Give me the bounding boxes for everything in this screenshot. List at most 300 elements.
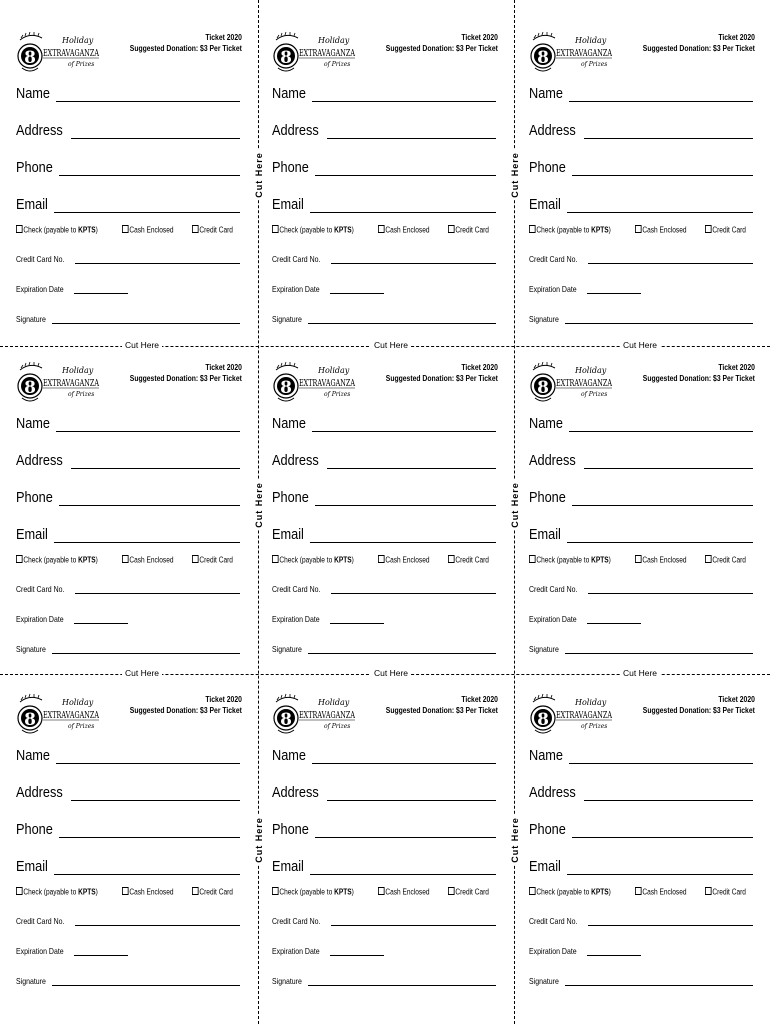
logo-text-main: EXTRAVAGANZA xyxy=(43,49,100,59)
address-field[interactable] xyxy=(16,449,240,469)
email-label: Email xyxy=(529,858,561,875)
check-checkbox[interactable] xyxy=(16,887,23,895)
credit-option[interactable] xyxy=(192,887,233,897)
expiration-date-label: Expiration Date xyxy=(272,946,320,956)
email-field[interactable] xyxy=(272,193,496,213)
ticket-title: Ticket 2020 xyxy=(205,363,242,372)
expiration-date-line[interactable] xyxy=(74,947,128,956)
holiday-extravaganza-logo xyxy=(529,360,613,406)
credit-label: Credit Card xyxy=(199,555,233,565)
check-payee: KPTS xyxy=(78,555,96,565)
vertical-cut-label xyxy=(250,480,268,530)
email-field[interactable] xyxy=(529,855,753,875)
email-field[interactable] xyxy=(529,193,753,213)
phone-field[interactable] xyxy=(16,818,240,838)
credit-card-number-line[interactable] xyxy=(331,255,496,264)
credit-card-number-label: Credit Card No. xyxy=(529,584,578,594)
expiration-date-line[interactable] xyxy=(330,615,384,624)
raffle-ticket xyxy=(272,30,498,330)
cash-label: Cash Enclosed xyxy=(642,225,687,235)
name-field[interactable] xyxy=(16,82,240,102)
logo-text-main: EXTRAVAGANZA xyxy=(556,711,613,721)
check-checkbox[interactable] xyxy=(529,887,536,895)
check-label: Check (payable to xyxy=(279,887,335,897)
raffle-ticket xyxy=(272,360,498,660)
name-line[interactable] xyxy=(56,87,240,102)
logo-text-top: Holiday xyxy=(318,366,350,375)
credit-label: Credit Card xyxy=(712,225,746,235)
payment-options xyxy=(529,887,755,899)
check-option[interactable] xyxy=(529,555,611,565)
logo-text-bottom: of Prizes xyxy=(581,391,608,398)
credit-card-number-line[interactable] xyxy=(331,585,496,594)
holiday-extravaganza-logo xyxy=(272,360,356,406)
vertical-cut-line xyxy=(510,0,520,1024)
credit-option[interactable] xyxy=(448,225,489,235)
check-option[interactable] xyxy=(272,555,354,565)
name-line[interactable] xyxy=(56,417,240,432)
credit-option[interactable] xyxy=(448,887,489,897)
email-line[interactable] xyxy=(54,860,240,875)
name-field[interactable] xyxy=(529,412,753,432)
expiration-date-field[interactable] xyxy=(272,944,384,956)
credit-card-number-line[interactable] xyxy=(588,917,753,926)
signature-field[interactable] xyxy=(16,642,240,654)
phone-field[interactable] xyxy=(16,486,240,506)
signature-line[interactable] xyxy=(308,977,496,986)
address-field[interactable] xyxy=(272,119,496,139)
cash-checkbox[interactable] xyxy=(635,887,642,895)
name-line[interactable] xyxy=(312,749,496,764)
phone-field[interactable] xyxy=(529,156,753,176)
name-line[interactable] xyxy=(56,749,240,764)
credit-card-number-label: Credit Card No. xyxy=(272,916,321,926)
email-line[interactable] xyxy=(54,528,240,543)
address-label: Address xyxy=(529,784,576,801)
signature-field[interactable] xyxy=(272,642,496,654)
vertical-cut-line xyxy=(254,0,264,1024)
credit-checkbox[interactable] xyxy=(192,887,199,895)
logo-text-bottom: of Prizes xyxy=(324,723,351,730)
check-suffix: ) xyxy=(351,225,354,235)
expiration-date-line[interactable] xyxy=(74,285,128,294)
phone-line[interactable] xyxy=(572,491,753,506)
check-option[interactable] xyxy=(529,225,611,235)
suggested-donation: Suggested Donation: $3 Per Ticket xyxy=(642,44,755,53)
address-field[interactable] xyxy=(16,781,240,801)
signature-line[interactable] xyxy=(52,977,240,986)
expiration-date-line[interactable] xyxy=(74,615,128,624)
phone-field[interactable] xyxy=(272,156,496,176)
credit-checkbox[interactable] xyxy=(448,555,455,563)
name-field[interactable] xyxy=(529,82,753,102)
check-option[interactable] xyxy=(16,225,98,235)
credit-checkbox[interactable] xyxy=(192,225,199,233)
signature-label: Signature xyxy=(272,644,302,654)
signature-line[interactable] xyxy=(52,315,240,324)
credit-checkbox[interactable] xyxy=(705,225,712,233)
check-suffix: ) xyxy=(95,225,98,235)
phone-line[interactable] xyxy=(315,823,496,838)
suggested-donation: Suggested Donation: $3 Per Ticket xyxy=(642,374,755,383)
vertical-cut-label xyxy=(250,150,268,200)
signature-line[interactable] xyxy=(308,315,496,324)
credit-option[interactable] xyxy=(705,887,746,897)
signature-label: Signature xyxy=(16,976,46,986)
phone-line[interactable] xyxy=(315,491,496,506)
credit-card-number-line[interactable] xyxy=(588,255,753,264)
name-line[interactable] xyxy=(569,87,753,102)
logo-text-bottom: of Prizes xyxy=(581,723,608,730)
signature-field[interactable] xyxy=(529,642,753,654)
address-line[interactable] xyxy=(71,124,240,139)
name-line[interactable] xyxy=(569,749,753,764)
signature-field[interactable] xyxy=(16,312,240,324)
address-line[interactable] xyxy=(584,124,753,139)
credit-checkbox[interactable] xyxy=(448,887,455,895)
check-checkbox[interactable] xyxy=(529,225,536,233)
cash-option[interactable] xyxy=(378,555,430,565)
raffle-ticket xyxy=(16,30,242,330)
cash-checkbox[interactable] xyxy=(635,555,642,563)
cash-option[interactable] xyxy=(635,225,687,235)
credit-card-number-line[interactable] xyxy=(75,255,240,264)
phone-field[interactable] xyxy=(529,486,753,506)
horizontal-cut-line xyxy=(0,668,770,678)
credit-card-number-label: Credit Card No. xyxy=(529,916,578,926)
raffle-ticket xyxy=(529,692,755,992)
signature-field[interactable] xyxy=(529,312,753,324)
cash-label: Cash Enclosed xyxy=(642,887,687,897)
email-label: Email xyxy=(16,196,48,213)
check-label: Check (payable to xyxy=(536,555,592,565)
address-line[interactable] xyxy=(71,786,240,801)
address-label: Address xyxy=(272,452,319,469)
check-payee: KPTS xyxy=(334,887,352,897)
ticket-title: Ticket 2020 xyxy=(718,33,755,42)
credit-card-number-label: Credit Card No. xyxy=(16,254,65,264)
credit-card-number-field[interactable] xyxy=(16,582,240,594)
cash-option[interactable] xyxy=(122,887,174,897)
expiration-date-label: Expiration Date xyxy=(272,614,320,624)
check-option[interactable] xyxy=(272,887,354,897)
email-line[interactable] xyxy=(310,198,496,213)
credit-option[interactable] xyxy=(448,555,489,565)
vertical-cut-label xyxy=(506,480,524,530)
email-field[interactable] xyxy=(16,193,240,213)
ticket-title: Ticket 2020 xyxy=(205,695,242,704)
credit-card-number-field[interactable] xyxy=(529,914,753,926)
credit-card-number-label: Credit Card No. xyxy=(529,254,578,264)
ticket-header xyxy=(130,362,242,384)
vertical-cut-text: Cut Here xyxy=(510,817,520,863)
suggested-donation: Suggested Donation: $3 Per Ticket xyxy=(129,706,242,715)
cash-option[interactable] xyxy=(635,555,687,565)
cash-option[interactable] xyxy=(122,555,174,565)
logo-text-top: Holiday xyxy=(318,698,350,707)
suggested-donation: Suggested Donation: $3 Per Ticket xyxy=(385,706,498,715)
signature-line[interactable] xyxy=(565,977,753,986)
expiration-date-field[interactable] xyxy=(529,282,641,294)
check-checkbox[interactable] xyxy=(272,887,279,895)
phone-line[interactable] xyxy=(572,161,753,176)
name-field[interactable] xyxy=(529,744,753,764)
phone-line[interactable] xyxy=(572,823,753,838)
name-label: Name xyxy=(272,85,307,102)
address-line[interactable] xyxy=(584,454,753,469)
address-line[interactable] xyxy=(327,124,496,139)
payment-options xyxy=(272,225,498,237)
email-line[interactable] xyxy=(567,528,753,543)
credit-checkbox[interactable] xyxy=(448,225,455,233)
credit-label: Credit Card xyxy=(455,887,489,897)
credit-card-number-field[interactable] xyxy=(272,582,496,594)
credit-card-number-field[interactable] xyxy=(529,582,753,594)
phone-line[interactable] xyxy=(59,491,240,506)
credit-option[interactable] xyxy=(192,225,233,235)
check-option[interactable] xyxy=(272,225,354,235)
ticket-title: Ticket 2020 xyxy=(461,363,498,372)
cut-here-label: Cut Here xyxy=(371,340,411,350)
signature-field[interactable] xyxy=(16,974,240,986)
name-field[interactable] xyxy=(272,82,496,102)
credit-card-number-field[interactable] xyxy=(16,252,240,264)
cut-here-label: Cut Here xyxy=(122,668,162,678)
name-line[interactable] xyxy=(312,87,496,102)
phone-field[interactable] xyxy=(529,818,753,838)
check-payee: KPTS xyxy=(334,225,352,235)
cash-option[interactable] xyxy=(635,887,687,897)
check-option[interactable] xyxy=(16,555,98,565)
check-checkbox[interactable] xyxy=(272,555,279,563)
logo-text-top: Holiday xyxy=(62,698,94,707)
cash-checkbox[interactable] xyxy=(378,887,385,895)
name-line[interactable] xyxy=(569,417,753,432)
holiday-extravaganza-logo xyxy=(529,692,613,738)
email-label: Email xyxy=(16,858,48,875)
vertical-cut-text: Cut Here xyxy=(510,152,520,198)
logo-text-bottom: of Prizes xyxy=(68,391,95,398)
cash-checkbox[interactable] xyxy=(122,887,129,895)
check-payee: KPTS xyxy=(78,887,96,897)
email-line[interactable] xyxy=(310,528,496,543)
credit-card-number-line[interactable] xyxy=(588,585,753,594)
credit-card-number-field[interactable] xyxy=(272,914,496,926)
address-field[interactable] xyxy=(529,449,753,469)
email-line[interactable] xyxy=(54,198,240,213)
expiration-date-line[interactable] xyxy=(587,947,641,956)
name-field[interactable] xyxy=(16,412,240,432)
payment-options xyxy=(16,555,242,567)
cash-label: Cash Enclosed xyxy=(385,887,430,897)
address-line[interactable] xyxy=(327,454,496,469)
ticket-title: Ticket 2020 xyxy=(461,695,498,704)
cash-label: Cash Enclosed xyxy=(385,225,430,235)
email-label: Email xyxy=(529,196,561,213)
suggested-donation: Suggested Donation: $3 Per Ticket xyxy=(385,374,498,383)
logo-number: 8 xyxy=(24,378,36,398)
name-label: Name xyxy=(529,85,564,102)
address-field[interactable] xyxy=(529,119,753,139)
signature-line[interactable] xyxy=(52,645,240,654)
credit-card-number-field[interactable] xyxy=(272,252,496,264)
signature-field[interactable] xyxy=(272,974,496,986)
holiday-extravaganza-logo xyxy=(16,692,100,738)
credit-option[interactable] xyxy=(705,555,746,565)
address-label: Address xyxy=(16,452,63,469)
cash-option[interactable] xyxy=(378,225,430,235)
credit-card-number-label: Credit Card No. xyxy=(16,584,65,594)
phone-label: Phone xyxy=(272,489,309,506)
address-label: Address xyxy=(272,784,319,801)
address-field[interactable] xyxy=(272,449,496,469)
cash-checkbox[interactable] xyxy=(378,555,385,563)
phone-line[interactable] xyxy=(315,161,496,176)
expiration-date-field[interactable] xyxy=(529,612,641,624)
holiday-extravaganza-logo xyxy=(529,30,613,76)
email-field[interactable] xyxy=(16,523,240,543)
phone-field[interactable] xyxy=(272,818,496,838)
email-field[interactable] xyxy=(272,855,496,875)
phone-field[interactable] xyxy=(272,486,496,506)
cash-label: Cash Enclosed xyxy=(129,887,174,897)
check-checkbox[interactable] xyxy=(16,225,23,233)
address-line[interactable] xyxy=(327,786,496,801)
signature-line[interactable] xyxy=(565,315,753,324)
address-line[interactable] xyxy=(71,454,240,469)
logo-text-bottom: of Prizes xyxy=(68,723,95,730)
expiration-date-field[interactable] xyxy=(16,612,128,624)
credit-option[interactable] xyxy=(192,555,233,565)
email-line[interactable] xyxy=(310,860,496,875)
expiration-date-line[interactable] xyxy=(330,947,384,956)
raffle-ticket xyxy=(529,360,755,660)
expiration-date-line[interactable] xyxy=(330,285,384,294)
signature-label: Signature xyxy=(529,976,559,986)
signature-field[interactable] xyxy=(272,312,496,324)
email-label: Email xyxy=(272,526,304,543)
holiday-extravaganza-logo xyxy=(272,30,356,76)
check-checkbox[interactable] xyxy=(16,555,23,563)
credit-card-number-line[interactable] xyxy=(331,917,496,926)
check-option[interactable] xyxy=(16,887,98,897)
logo-text-bottom: of Prizes xyxy=(324,391,351,398)
credit-card-number-field[interactable] xyxy=(16,914,240,926)
ticket-title: Ticket 2020 xyxy=(461,33,498,42)
vertical-cut-label xyxy=(250,815,268,865)
check-suffix: ) xyxy=(608,225,611,235)
cash-checkbox[interactable] xyxy=(122,225,129,233)
credit-card-number-line[interactable] xyxy=(75,585,240,594)
expiration-date-field[interactable] xyxy=(272,282,384,294)
cash-option[interactable] xyxy=(378,887,430,897)
address-field[interactable] xyxy=(529,781,753,801)
email-field[interactable] xyxy=(272,523,496,543)
phone-line[interactable] xyxy=(59,161,240,176)
cut-here-label: Cut Here xyxy=(620,340,660,350)
email-label: Email xyxy=(529,526,561,543)
name-field[interactable] xyxy=(272,744,496,764)
expiration-date-field[interactable] xyxy=(16,944,128,956)
cash-checkbox[interactable] xyxy=(635,225,642,233)
logo-number: 8 xyxy=(537,710,549,730)
email-field[interactable] xyxy=(529,523,753,543)
suggested-donation: Suggested Donation: $3 Per Ticket xyxy=(642,706,755,715)
credit-label: Credit Card xyxy=(712,555,746,565)
credit-checkbox[interactable] xyxy=(705,555,712,563)
ticket-header xyxy=(386,694,498,716)
email-field[interactable] xyxy=(16,855,240,875)
credit-label: Credit Card xyxy=(712,887,746,897)
check-label: Check (payable to xyxy=(23,887,79,897)
expiration-date-field[interactable] xyxy=(16,282,128,294)
name-field[interactable] xyxy=(272,412,496,432)
name-field[interactable] xyxy=(16,744,240,764)
credit-card-number-line[interactable] xyxy=(75,917,240,926)
name-line[interactable] xyxy=(312,417,496,432)
raffle-ticket xyxy=(272,692,498,992)
ticket-header xyxy=(130,694,242,716)
credit-checkbox[interactable] xyxy=(192,555,199,563)
credit-card-number-field[interactable] xyxy=(529,252,753,264)
name-label: Name xyxy=(16,85,51,102)
ticket-title: Ticket 2020 xyxy=(718,695,755,704)
signature-label: Signature xyxy=(272,314,302,324)
expiration-date-label: Expiration Date xyxy=(529,946,577,956)
signature-label: Signature xyxy=(529,644,559,654)
name-label: Name xyxy=(272,415,307,432)
cash-option[interactable] xyxy=(122,225,174,235)
check-option[interactable] xyxy=(529,887,611,897)
check-label: Check (payable to xyxy=(536,225,592,235)
email-label: Email xyxy=(272,858,304,875)
cash-checkbox[interactable] xyxy=(378,225,385,233)
signature-line[interactable] xyxy=(565,645,753,654)
address-field[interactable] xyxy=(16,119,240,139)
expiration-date-field[interactable] xyxy=(529,944,641,956)
cash-checkbox[interactable] xyxy=(122,555,129,563)
expiration-date-field[interactable] xyxy=(272,612,384,624)
check-checkbox[interactable] xyxy=(272,225,279,233)
phone-field[interactable] xyxy=(16,156,240,176)
credit-option[interactable] xyxy=(705,225,746,235)
address-field[interactable] xyxy=(272,781,496,801)
cut-here-label: Cut Here xyxy=(371,668,411,678)
credit-label: Credit Card xyxy=(199,225,233,235)
email-line[interactable] xyxy=(567,860,753,875)
check-label: Check (payable to xyxy=(279,555,335,565)
logo-text-top: Holiday xyxy=(62,366,94,375)
credit-label: Credit Card xyxy=(455,555,489,565)
email-line[interactable] xyxy=(567,198,753,213)
address-line[interactable] xyxy=(584,786,753,801)
payment-options xyxy=(16,887,242,899)
credit-checkbox[interactable] xyxy=(705,887,712,895)
ticket-title: Ticket 2020 xyxy=(205,33,242,42)
raffle-ticket xyxy=(16,692,242,992)
check-checkbox[interactable] xyxy=(529,555,536,563)
raffle-ticket xyxy=(529,30,755,330)
expiration-date-line[interactable] xyxy=(587,615,641,624)
expiration-date-line[interactable] xyxy=(587,285,641,294)
logo-text-top: Holiday xyxy=(318,36,350,45)
phone-line[interactable] xyxy=(59,823,240,838)
payment-options xyxy=(272,555,498,567)
logo-text-top: Holiday xyxy=(575,698,607,707)
signature-line[interactable] xyxy=(308,645,496,654)
signature-field[interactable] xyxy=(529,974,753,986)
payment-options xyxy=(529,555,755,567)
